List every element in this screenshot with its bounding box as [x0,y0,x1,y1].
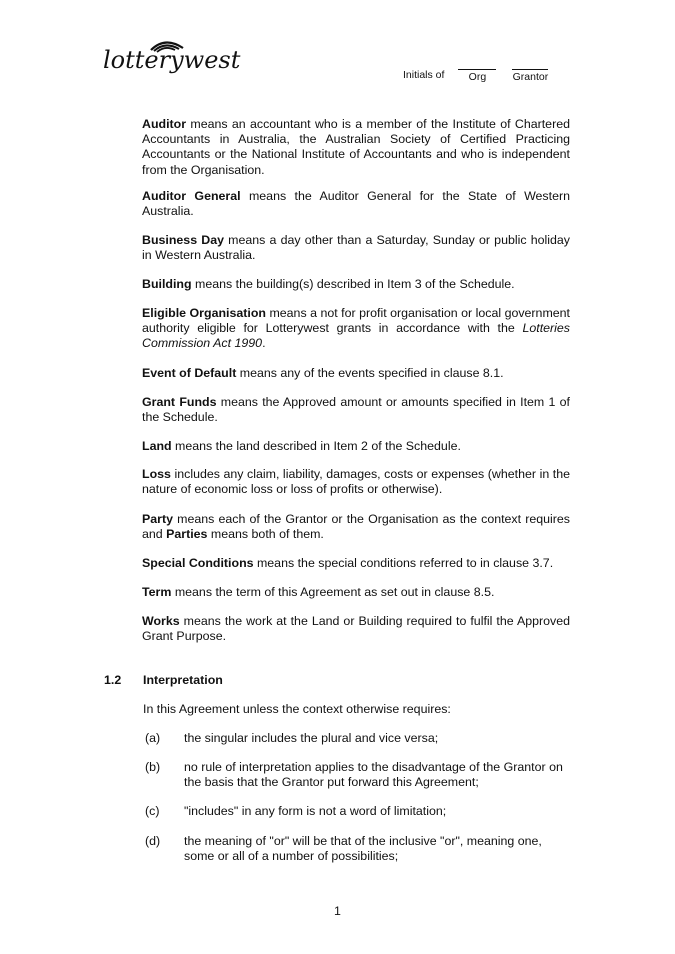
definition-term: Land [142,439,172,453]
definition-business-day [142,233,570,263]
definition-auditor [142,117,570,178]
lotterywest-logo [103,34,241,76]
definition-term-parties: Parties [166,527,208,542]
definition-text: means the term of this Agreement as set out in clause 8.5. [171,585,495,599]
definition-building [142,277,570,292]
definition-term: Loss [142,467,171,481]
definition-act-name: Lotteries Commission Act 1990 [142,321,570,351]
org-initials-field: Org [458,69,496,83]
definition-loss [142,467,570,497]
definition-term: Grant Funds [142,395,217,409]
definition-text: means the Auditor General for the State of Western Australia. [142,189,570,219]
definition-event-of-default [142,366,570,381]
definition-special-conditions [142,556,570,571]
definition-land [142,439,570,454]
definition-works [142,614,570,644]
definition-eligible-organisation [142,306,570,352]
definition-term-item [142,585,570,600]
definition-text: means the work at the Land or Building required to fulfil the Approved Grant Purpose. [142,614,570,644]
definition-term: Special Conditions [142,556,254,570]
definition-term: Auditor General [142,189,241,203]
list-item-text: no rule of interpretation applies to the disadvantage of the Grantor on the basis that the Grantor put forward this Agreement; [184,760,563,790]
initials-label: Initials of [403,69,445,81]
definition-term: Business Day [142,233,224,247]
initials-block [403,69,548,83]
definition-tail: . [262,336,266,351]
list-item-label: (a) [145,731,161,745]
definition-grant-funds [142,395,570,425]
definition-auditor-general [142,189,570,219]
list-item-text: "includes" in any form is not a word of limitation; [184,804,447,818]
definition-text: means each of the Grantor or the Organisation as the context requires and [142,512,570,542]
definition-text: means the special conditions referred to in clause 3.7. [253,556,554,570]
definition-tail: means both of them. [207,527,324,542]
grantor-initials-field: Grantor [512,71,549,83]
definition-text: includes any claim, liability, damages, costs or expenses (whether in the nature of economic loss or loss of profits or otherwise). [142,467,570,497]
definition-term: Building [142,277,192,291]
list-item-label: (c) [145,804,160,818]
definition-term: Works [142,614,180,628]
definition-party [142,512,570,542]
list-item-label: (b) [145,760,161,774]
list-item-label: (d) [145,834,161,848]
list-item-text: the singular includes the plural and vice versa; [184,731,439,745]
definition-text: means an accountant who is a member of the Institute of Chartered Accountants in Australia, the Australian Society of Certified Practicing Accountants or the National Institute of Accountants and who is independent from the Organisation. [142,117,570,177]
definition-term: Term [142,585,172,599]
definition-term: Eligible Organisation [142,306,266,320]
list-item-text: the meaning of "or" will be that of the inclusive "or", meaning one, some or all of a number of possibilities; [184,834,542,864]
definition-text: means any of the events specified in clause 8.1. [236,366,504,380]
definition-term: Event of Default [142,366,237,380]
section-number: 1.2 [104,673,122,687]
definition-text: means a not for profit organisation or local government authority eligible for Lotterywest grants in accordance with the [142,306,570,336]
definition-term: Party [142,512,173,526]
section-intro: In this Agreement unless the context otherwise requires: [143,702,451,716]
definition-text: means the building(s) described in Item 3 of the Schedule. [191,277,515,291]
definition-text: means the Approved amount or amounts specified in Item 1 of the Schedule. [142,395,570,425]
page-number: 1 [334,904,341,918]
definition-text: means the land described in Item 2 of the Schedule. [171,439,461,453]
logo-wordmark: lotterywest [103,46,241,74]
definition-term: Auditor [142,117,187,131]
section-title: Interpretation [143,673,223,687]
definition-text: means a day other than a Saturday, Sunday or public holiday in Western Australia. [142,233,570,263]
